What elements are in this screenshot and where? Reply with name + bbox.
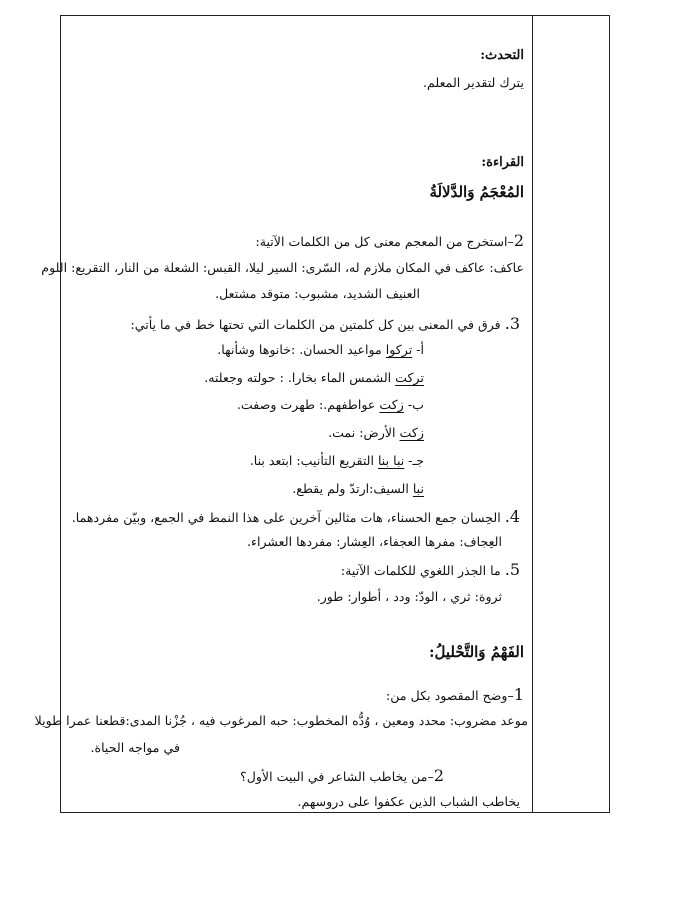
reading-q2 (255, 231, 524, 251)
question-number: 3. (504, 314, 520, 333)
item-meaning: السيف:ارتدّ ولم يقطع. (292, 481, 413, 496)
lexicon-title: المُعْجَمُ وَالدَّلالَةُ (429, 183, 524, 201)
question-text: الحِسان جمع الحسناء، هات مثالين آخرين على هذا النمط في الجمع، وبيّن مفردهما. (71, 510, 501, 525)
question-number: 4. (504, 507, 520, 526)
item-prefix: ب- (403, 397, 424, 412)
q3-item-c2 (292, 481, 424, 497)
underlined-word: تركوا (385, 342, 413, 357)
comprehension-q2-answer: يخاطب الشباب الذين عكفوا على دروسهم. (297, 794, 520, 809)
item-meaning: مواعيد الحسان. :خانوها وشأنها. (217, 342, 386, 357)
table-column-divider (532, 15, 533, 813)
item-meaning: الشمس الماء بخارا. : حولته وجعلته. (204, 370, 396, 385)
underlined-word: زكت (399, 425, 424, 440)
question-number: 5. (504, 560, 520, 579)
question-text: –استخرج من المعجم معنى كل من الكلمات الآتية: (255, 234, 514, 249)
underlined-word: نبا بنا (377, 453, 405, 468)
comprehension-title: الفَهْمُ وَالتَّحْليلُ: (428, 643, 524, 661)
item-meaning: الأرض: نمت. (328, 425, 400, 440)
speaking-title: التحدث: (480, 48, 524, 63)
reading-q2-answer-line1: عاكف: عاكف في المكان ملازم له، السّرى: السير ليلا، القبس: الشعلة من النار، التقريع: اللوم (41, 260, 524, 275)
question-number: 2 (513, 231, 524, 250)
question-text: –وضح المقصود بكل من: (386, 688, 514, 703)
item-prefix: جـ- (404, 453, 424, 468)
question-text: ما الجذر اللغوي للكلمات الآتية: (340, 563, 501, 578)
q3-item-b2 (328, 425, 424, 441)
speaking-text: يترك لتقدير المعلم. (423, 75, 524, 90)
question-number: 2 (433, 766, 444, 785)
underlined-word: تركت (395, 370, 424, 385)
item-meaning: عواطفهم.: طهرت وصفت. (236, 397, 380, 412)
comprehension-q1-answer-line1: موعد مضروب: محدد ومعين ، وُدُّه المخطوب: حبه المرغوب فيه ، جُزْنا المدى:قطعنا عمرا طويلا (34, 713, 528, 728)
item-meaning: التقريع التأنيب: ابتعد بنا. (249, 453, 378, 468)
reading-q3 (130, 314, 520, 334)
comprehension-q2 (240, 766, 444, 786)
reading-q5-answer: ثروة: ثري ، الودّ: ودد ، أطوار: طور. (316, 589, 502, 604)
reading-title: القراءة: (481, 155, 524, 170)
reading-q2-answer-line2: العنيف الشديد، مشبوب: متوقد مشتعل. (215, 286, 420, 301)
reading-q4-answer: العِجاف: مفرها العجفاء، العِشار: مفردها العشراء. (247, 534, 502, 549)
question-text: –من يخاطب الشاعر في البيت الأول؟ (240, 769, 434, 784)
question-number: 1 (513, 685, 524, 704)
question-text: فرق في المعنى بين كل كلمتين من الكلمات التي تحتها خط في ما يأتي: (130, 317, 501, 332)
q3-item-a2 (204, 370, 424, 386)
page-table-frame (60, 15, 610, 813)
reading-q4 (72, 507, 520, 527)
underlined-word: زكت (379, 397, 404, 412)
reading-q5 (341, 560, 520, 580)
comprehension-q1-answer-line2: في مواجه الحياة. (90, 740, 180, 755)
underlined-word: نبا (412, 481, 424, 496)
q3-item-c1 (250, 453, 424, 469)
item-prefix: أ- (412, 342, 424, 357)
q3-item-a1 (217, 342, 424, 358)
q3-item-b1 (237, 397, 424, 413)
comprehension-q1 (386, 685, 524, 705)
